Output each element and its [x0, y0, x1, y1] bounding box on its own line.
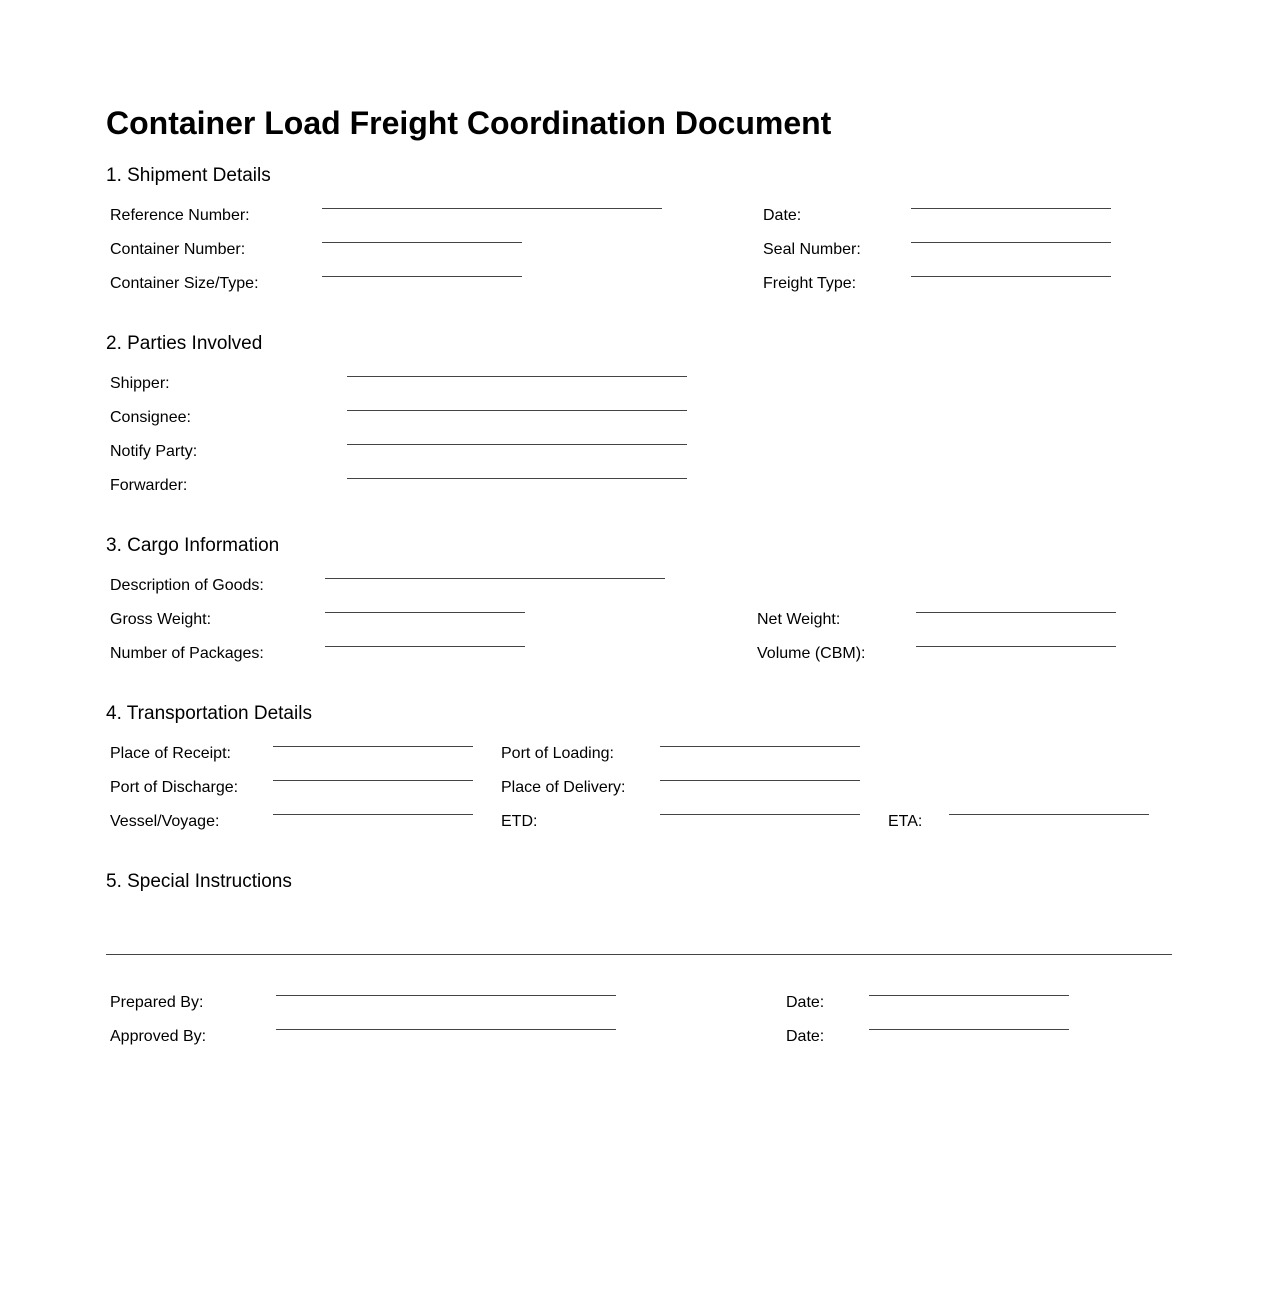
prepared-by-label: Prepared By: [110, 994, 204, 1011]
shipper-field[interactable] [347, 376, 687, 377]
prepared-by-field[interactable] [276, 995, 616, 996]
seal-number-field[interactable] [911, 242, 1111, 243]
consignee-field[interactable] [347, 410, 687, 411]
port-of-loading-label: Port of Loading: [501, 745, 614, 762]
net-weight-label: Net Weight: [757, 611, 841, 628]
eta-field[interactable] [949, 814, 1149, 815]
place-of-delivery-label: Place of Delivery: [501, 779, 626, 796]
shipper-label: Shipper: [110, 375, 170, 392]
approved-date-label: Date: [786, 1028, 825, 1045]
place-of-receipt-field[interactable] [273, 746, 473, 747]
etd-label: ETD: [501, 813, 538, 830]
freight-type-field[interactable] [911, 276, 1111, 277]
volume-label: Volume (CBM): [757, 645, 866, 662]
packages-field[interactable] [325, 646, 525, 647]
port-of-loading-field[interactable] [660, 746, 860, 747]
consignee-label: Consignee: [110, 409, 191, 426]
notify-party-label: Notify Party: [110, 443, 198, 460]
description-field[interactable] [325, 578, 665, 579]
notify-party-field[interactable] [347, 444, 687, 445]
forwarder-label: Forwarder: [110, 477, 188, 494]
vessel-voyage-label: Vessel/Voyage: [110, 813, 220, 830]
document-title: Container Load Freight Coordination Document [106, 105, 832, 141]
gross-weight-field[interactable] [325, 612, 525, 613]
etd-field[interactable] [660, 814, 860, 815]
port-of-discharge-label: Port of Discharge: [110, 779, 239, 796]
section-heading-shipment: 1. Shipment Details [106, 165, 271, 186]
container-size-type-label: Container Size/Type: [110, 275, 259, 292]
gross-weight-label: Gross Weight: [110, 611, 212, 628]
prepared-date-field[interactable] [869, 995, 1069, 996]
forwarder-field[interactable] [347, 478, 687, 479]
section-heading-special: 5. Special Instructions [106, 871, 292, 892]
seal-number-label: Seal Number: [763, 241, 861, 258]
container-number-field[interactable] [322, 242, 522, 243]
port-of-discharge-field[interactable] [273, 780, 473, 781]
approved-date-field[interactable] [869, 1029, 1069, 1030]
vessel-voyage-field[interactable] [273, 814, 473, 815]
reference-number-label: Reference Number: [110, 207, 250, 224]
container-number-label: Container Number: [110, 241, 246, 258]
volume-field[interactable] [916, 646, 1116, 647]
approved-by-label: Approved By: [110, 1028, 207, 1045]
section-heading-cargo: 3. Cargo Information [106, 535, 280, 556]
description-label: Description of Goods: [110, 577, 264, 594]
freight-type-label: Freight Type: [763, 275, 857, 292]
date-label: Date: [763, 207, 802, 224]
packages-label: Number of Packages: [110, 645, 264, 662]
net-weight-field[interactable] [916, 612, 1116, 613]
section-heading-transport: 4. Transportation Details [106, 703, 312, 724]
reference-number-field[interactable] [322, 208, 662, 209]
place-of-delivery-field[interactable] [660, 780, 860, 781]
special-instructions-field[interactable] [106, 954, 1172, 955]
place-of-receipt-label: Place of Receipt: [110, 745, 231, 762]
eta-label: ETA: [888, 813, 923, 830]
date-field[interactable] [911, 208, 1111, 209]
approved-by-field[interactable] [276, 1029, 616, 1030]
container-size-type-field[interactable] [322, 276, 522, 277]
prepared-date-label: Date: [786, 994, 825, 1011]
section-heading-parties: 2. Parties Involved [106, 333, 263, 354]
